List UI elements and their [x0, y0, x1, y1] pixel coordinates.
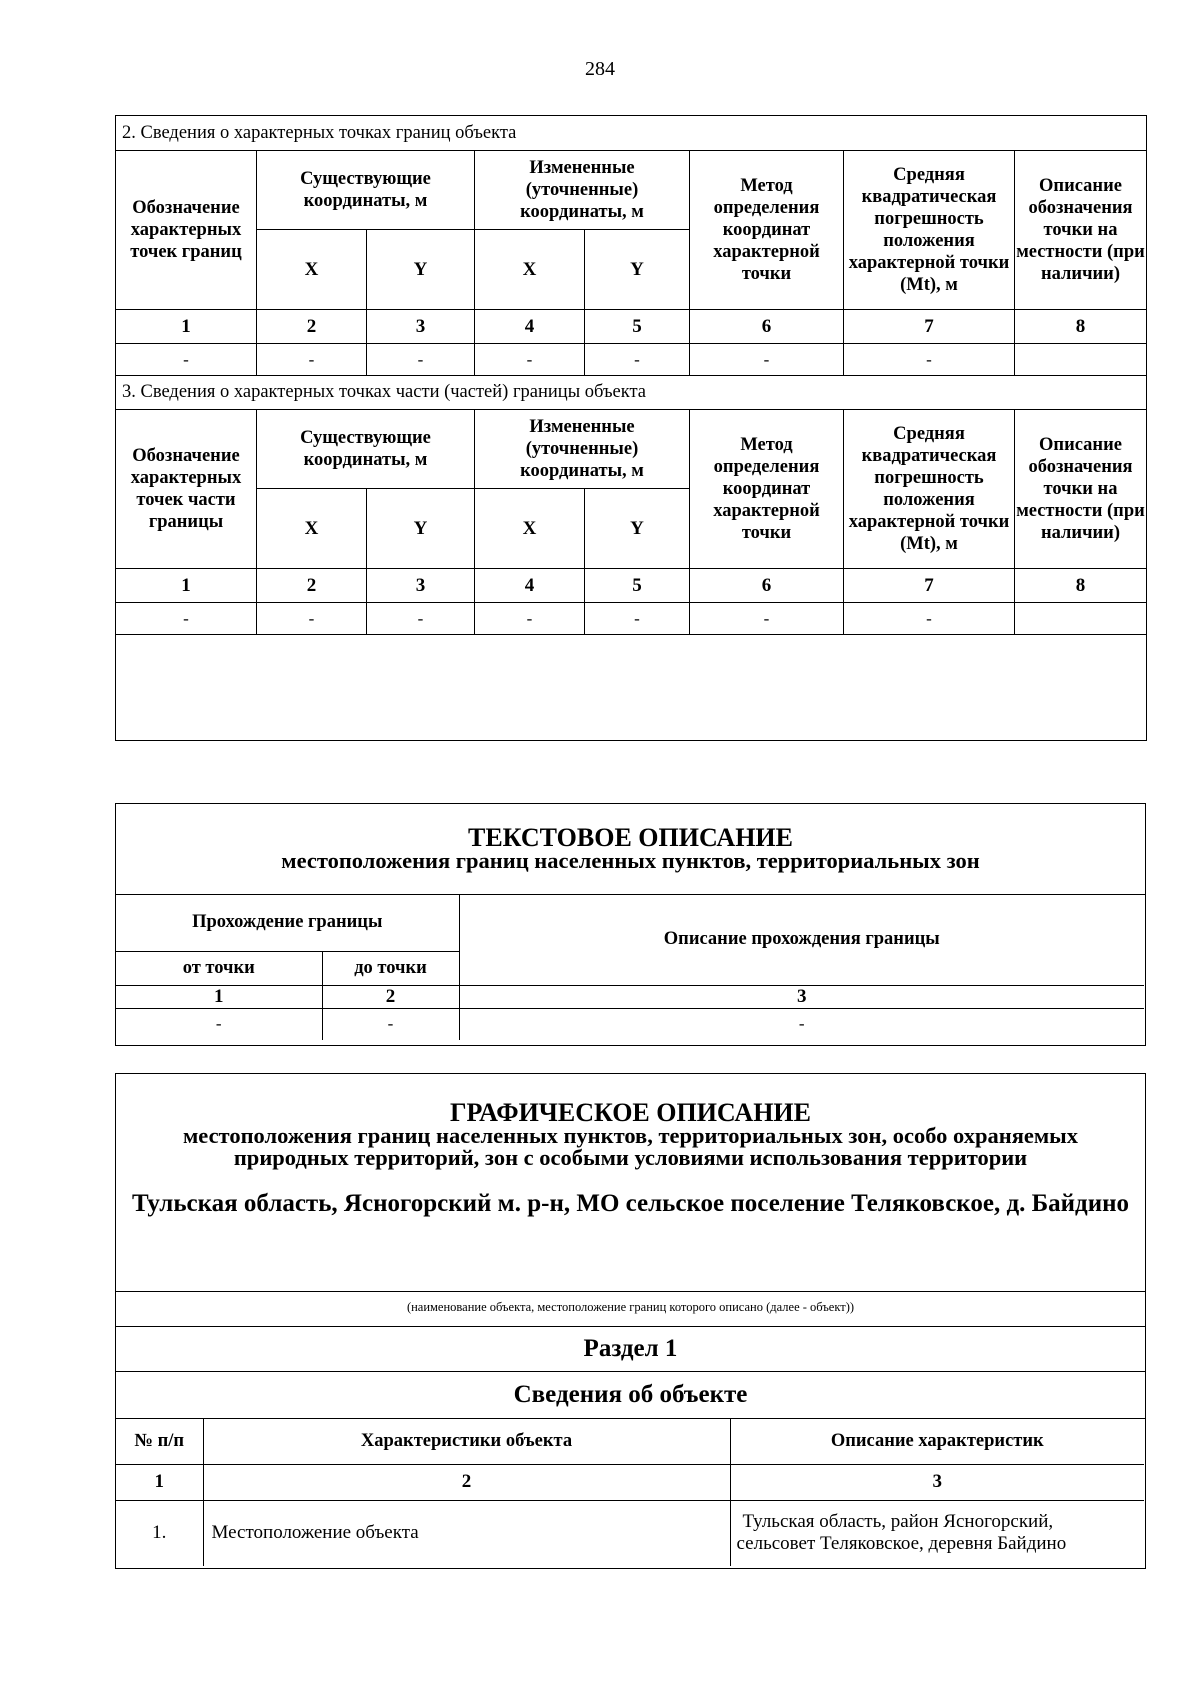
characteristic-points-table — [115, 115, 1147, 741]
section3-col-changed: Измененные (уточненные) координаты, м — [475, 410, 690, 489]
section3-col-description: Описание обозначения точки на местности (при наличии) — [1015, 410, 1147, 569]
section2-col-description: Описание обозначения точки на местности (при наличии) — [1015, 151, 1147, 310]
section3-cell: - — [257, 603, 367, 635]
object-row-number: 1. — [116, 1500, 203, 1566]
section2-num: 8 — [1015, 310, 1147, 344]
text-description-cell: - — [459, 1008, 1144, 1040]
section2-cell — [1015, 344, 1147, 376]
section2-cell: - — [116, 344, 257, 376]
section3-num: 6 — [690, 569, 844, 603]
col-characteristics: Характеристики объекта — [203, 1419, 730, 1464]
section-label: Раздел 1 — [116, 1327, 1145, 1372]
section2-cell: - — [690, 344, 844, 376]
col-passage: Прохождение границы — [116, 895, 459, 951]
section2-col-error: Средняя квадратическая погрешность положения характерной точки (Mt), м — [844, 151, 1015, 310]
section3-cell: - — [690, 603, 844, 635]
section3-num: 5 — [585, 569, 690, 603]
text-description-subtitle: местоположения границ населенных пунктов, территориальных зон — [281, 848, 980, 873]
object-note: (наименование объекта, местоположение границ которого описано (далее - объект)) — [116, 1292, 1145, 1327]
text-description-num: 1 — [116, 985, 322, 1008]
section2-num: 2 — [257, 310, 367, 344]
section3-num: 2 — [257, 569, 367, 603]
section3-num: 3 — [367, 569, 475, 603]
graphic-description-title: ГРАФИЧЕСКОЕ ОПИСАНИЕ — [450, 1098, 811, 1127]
section3-y-existing: Y — [367, 489, 475, 569]
object-info-num: 3 — [730, 1464, 1144, 1500]
section3-num: 8 — [1015, 569, 1147, 603]
text-description-box — [115, 803, 1146, 1046]
section2-col-existing: Существующие координаты, м — [257, 151, 475, 230]
section3-cell: - — [585, 603, 690, 635]
section2-cell: - — [367, 344, 475, 376]
object-row-characteristic: Местоположение объекта — [203, 1500, 730, 1566]
graphic-description-subtitle: местоположения границ населенных пунктов, территориальных зон, особо охраняемых природных территорий, зон с особыми условиями использования территории — [182, 1123, 1078, 1170]
object-row-description — [730, 1500, 1144, 1566]
section3-col-error: Средняя квадратическая погрешность положения характерной точки (Mt), м — [844, 410, 1015, 569]
section3-num: 7 — [844, 569, 1015, 603]
description-line: сельсовет Теляковское, деревня Байдино — [736, 1533, 1067, 1555]
text-description-cell: - — [116, 1008, 322, 1040]
section-title: Сведения об объекте — [116, 1372, 1145, 1419]
section3-col-method: Метод определения координат характерной точки — [690, 410, 844, 569]
object-location: Тульская область, Ясногорский м. р-н, МО сельское поселение Теляковское, д. Байдино — [131, 1190, 1130, 1217]
section3-cell: - — [475, 603, 585, 635]
text-description-table — [116, 895, 1144, 1040]
section2-cell: - — [257, 344, 367, 376]
section2-cell: - — [475, 344, 585, 376]
col-characteristics-description: Описание характеристик — [730, 1419, 1144, 1464]
section3-col-designation: Обозначение характерных точек части границы — [116, 410, 257, 569]
text-description-title: ТЕКСТОВОЕ ОПИСАНИЕ — [467, 823, 793, 852]
section2-y-changed: Y — [585, 230, 690, 310]
description-line: Тульская область, район Ясногорский, — [742, 1511, 1054, 1533]
section2-x-changed: X — [475, 230, 585, 310]
section2-num: 6 — [690, 310, 844, 344]
section2-num: 4 — [475, 310, 585, 344]
section3-title: 3. Сведения о характерных точках части (частей) границы объекта — [116, 376, 1147, 410]
section3-x-changed: X — [475, 489, 585, 569]
section2-y-existing: Y — [367, 230, 475, 310]
section2-x-existing: X — [257, 230, 367, 310]
section3-cell: - — [116, 603, 257, 635]
section2-col-method: Метод определения координат характерной точки — [690, 151, 844, 310]
section3-x-existing: X — [257, 489, 367, 569]
section3-num: 4 — [475, 569, 585, 603]
text-description-num: 3 — [459, 985, 1144, 1008]
section3-col-existing: Существующие координаты, м — [257, 410, 475, 489]
object-info-num: 2 — [203, 1464, 730, 1500]
section3-num: 1 — [116, 569, 257, 603]
empty-area — [116, 635, 1147, 741]
section2-num: 5 — [585, 310, 690, 344]
section3-cell: - — [367, 603, 475, 635]
section3-cell — [1015, 603, 1147, 635]
page-number: 284 — [585, 58, 615, 80]
section2-title: 2. Сведения о характерных точках границ объекта — [116, 116, 1147, 151]
col-number: № п/п — [116, 1419, 203, 1464]
text-description-cell: - — [322, 1008, 459, 1040]
section2-cell: - — [844, 344, 1015, 376]
section3-cell: - — [844, 603, 1015, 635]
section3-y-changed: Y — [585, 489, 690, 569]
section2-num: 1 — [116, 310, 257, 344]
text-description-num: 2 — [322, 985, 459, 1008]
col-to-point: до точки — [322, 951, 459, 985]
col-passage-description: Описание прохождения границы — [459, 895, 1144, 985]
graphic-description-box — [115, 1073, 1146, 1569]
section2-num: 3 — [367, 310, 475, 344]
section2-num: 7 — [844, 310, 1015, 344]
col-from-point: от точки — [116, 951, 322, 985]
section2-col-designation: Обозначение характерных точек границ — [116, 151, 257, 310]
object-info-table — [116, 1419, 1144, 1566]
section2-cell: - — [585, 344, 690, 376]
object-info-num: 1 — [116, 1464, 203, 1500]
section2-col-changed: Измененные (уточненные) координаты, м — [475, 151, 690, 230]
